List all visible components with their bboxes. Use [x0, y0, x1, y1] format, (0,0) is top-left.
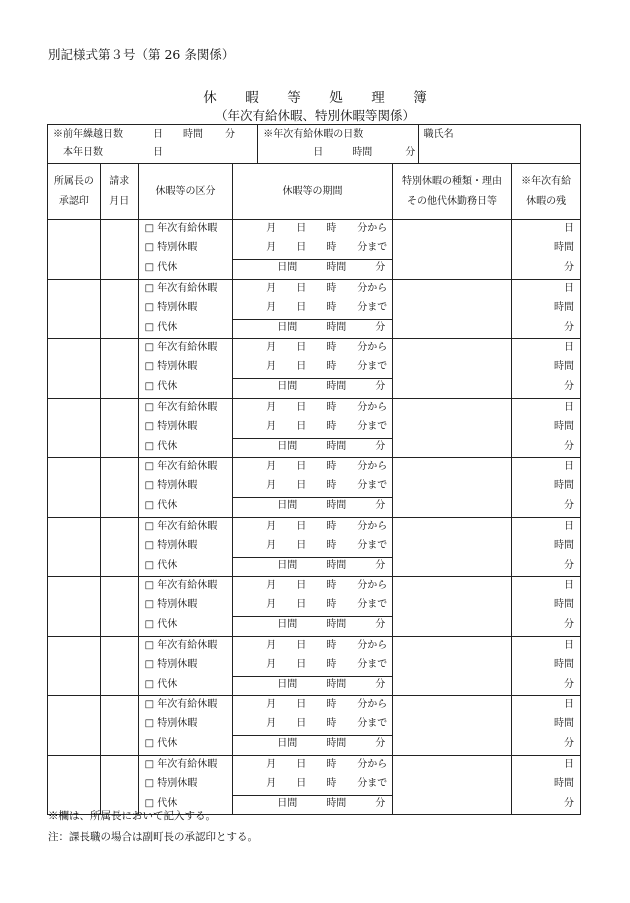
request-date-cell[interactable]: [101, 756, 139, 815]
option-special-leave[interactable]: □ 特別休暇: [144, 539, 198, 551]
period-divider: [233, 557, 391, 558]
from-unit: 分から: [357, 580, 388, 591]
title-char: 等: [287, 90, 301, 106]
special-reason-cell[interactable]: [393, 518, 513, 577]
to-unit: 分まで: [357, 599, 388, 610]
period-cell[interactable]: [233, 696, 392, 755]
minutes-unit: 分: [375, 678, 386, 690]
page-title: [0, 86, 630, 106]
hours-unit: 時間: [326, 381, 347, 392]
remaining-cell[interactable]: [512, 577, 580, 636]
month-unit: 月: [266, 282, 277, 294]
from-unit: 分から: [357, 639, 388, 651]
remaining-day-unit: 日: [564, 282, 574, 294]
category-cell: [139, 220, 234, 279]
category-cell: [139, 399, 234, 458]
col-special-line: その他代休勤務日等: [406, 195, 497, 207]
day-unit: 日: [296, 480, 307, 491]
from-unit: 分から: [357, 520, 388, 532]
paid-leave-days-cell: [258, 125, 418, 163]
month-unit: 月: [266, 461, 277, 472]
request-date-cell[interactable]: [101, 220, 139, 279]
period-cell[interactable]: [233, 577, 392, 636]
special-reason-cell[interactable]: [393, 399, 513, 458]
option-compensatory-leave[interactable]: □ 代休: [144, 321, 178, 333]
approval-seal-cell[interactable]: [48, 220, 101, 279]
hour-unit: 時間: [183, 129, 203, 140]
special-reason-cell[interactable]: [393, 458, 513, 517]
category-cell: [139, 518, 234, 577]
hours-unit: 時間: [326, 321, 347, 333]
to-unit: 分まで: [357, 420, 388, 432]
request-date-cell[interactable]: [101, 458, 139, 517]
remaining-day-unit: 日: [564, 639, 574, 651]
month-unit: 月: [266, 580, 277, 591]
title-char: 暇: [245, 90, 259, 106]
remaining-minute-unit: 分: [564, 678, 574, 690]
table-row: [47, 696, 581, 756]
period-divider: [233, 319, 391, 320]
period-cell[interactable]: [233, 637, 392, 696]
hour-unit: 時: [326, 342, 337, 353]
remaining-day-unit: 日: [564, 223, 574, 234]
period-cell[interactable]: [233, 280, 392, 339]
days-unit: 日間: [277, 678, 298, 690]
approval-seal-cell[interactable]: [48, 577, 101, 636]
from-unit: 分から: [357, 342, 388, 353]
days-unit: 日間: [277, 262, 298, 273]
day-unit: 日: [296, 580, 307, 591]
to-unit: 分まで: [357, 718, 388, 729]
title-char: 処: [329, 90, 343, 106]
remaining-hour-unit: 時間: [554, 658, 574, 670]
option-compensatory-leave[interactable]: □ 代休: [144, 381, 178, 392]
col-category: 休暇等の区分: [139, 164, 234, 219]
category-cell: [139, 577, 234, 636]
title-char: 休: [203, 90, 217, 106]
day-unit: 日: [296, 420, 307, 432]
category-cell: [139, 458, 234, 517]
paid-leave-days-label: ※年次有給休暇の日数: [263, 129, 364, 140]
special-reason-cell[interactable]: [393, 339, 513, 398]
col-remaining-line: 休暇の残: [526, 195, 567, 207]
option-paid-leave[interactable]: □ 年次有給休暇: [144, 401, 218, 413]
day-unit: 日: [296, 223, 307, 234]
approval-seal-cell[interactable]: [48, 756, 101, 815]
day-unit: 日: [296, 282, 307, 294]
remaining-cell[interactable]: [512, 696, 580, 755]
day-unit: 日: [296, 539, 307, 551]
remaining-cell[interactable]: [512, 220, 580, 279]
approval-seal-cell[interactable]: [48, 280, 101, 339]
approval-seal-cell[interactable]: [48, 458, 101, 517]
this-year-label: 本年日数: [63, 147, 103, 158]
hour-unit: 時: [326, 401, 337, 413]
days-unit: 日間: [277, 738, 298, 749]
month-unit: 月: [266, 242, 277, 253]
col-remaining-line: ※年次有給: [521, 175, 572, 187]
hour-unit: 時: [326, 223, 337, 234]
month-unit: 月: [266, 639, 277, 651]
to-unit: 分まで: [357, 301, 388, 313]
hours-unit: 時間: [326, 262, 347, 273]
hour-unit: 時間: [352, 147, 373, 158]
option-paid-leave[interactable]: □ 年次有給休暇: [144, 342, 218, 353]
day-unit: 日: [296, 777, 307, 789]
option-compensatory-leave[interactable]: □ 代休: [144, 262, 178, 273]
request-date-cell[interactable]: [101, 280, 139, 339]
to-unit: 分まで: [357, 242, 388, 253]
remaining-day-unit: 日: [564, 461, 574, 472]
remaining-minute-unit: 分: [564, 440, 574, 452]
request-date-cell[interactable]: [101, 339, 139, 398]
hour-unit: 時: [326, 480, 337, 491]
remaining-cell[interactable]: [512, 399, 580, 458]
title-char: 簿: [413, 90, 427, 106]
month-unit: 月: [266, 420, 277, 432]
remaining-hour-unit: 時間: [554, 361, 574, 372]
hours-unit: 時間: [326, 678, 347, 690]
day-unit: 日: [296, 342, 307, 353]
remaining-day-unit: 日: [564, 580, 574, 591]
special-reason-cell[interactable]: [393, 696, 513, 755]
option-special-leave[interactable]: □ 特別休暇: [144, 658, 198, 670]
col-approval-line: 承認印: [58, 195, 89, 207]
minutes-unit: 分: [375, 797, 386, 809]
remaining-day-unit: 日: [564, 342, 574, 353]
category-cell: [139, 339, 234, 398]
day-unit: 日: [296, 520, 307, 532]
table-row: [47, 280, 581, 340]
minutes-unit: 分: [375, 440, 386, 452]
remaining-minute-unit: 分: [564, 321, 574, 333]
title-char: 理: [371, 90, 385, 106]
month-unit: 月: [266, 401, 277, 413]
minute-unit: 分: [405, 147, 416, 158]
from-unit: 分から: [357, 461, 388, 472]
option-compensatory-leave[interactable]: □ 代休: [144, 500, 178, 511]
hour-unit: 時: [326, 461, 337, 472]
hour-unit: 時: [326, 599, 337, 610]
col-approval-line: 所属長の: [53, 175, 94, 187]
hour-unit: 時: [326, 658, 337, 670]
col-period: 休暇等の期間: [233, 164, 392, 219]
to-unit: 分まで: [357, 777, 388, 789]
special-reason-cell[interactable]: [393, 577, 513, 636]
hour-unit: 時: [326, 282, 337, 294]
month-unit: 月: [266, 520, 277, 532]
table-row: [47, 518, 581, 578]
days-unit: 日間: [277, 559, 298, 571]
to-unit: 分まで: [357, 658, 388, 670]
category-cell: [139, 696, 234, 755]
day-unit: 日: [153, 129, 163, 140]
entry-rows: [47, 220, 581, 815]
option-paid-leave[interactable]: □ 年次有給休暇: [144, 282, 218, 294]
remaining-minute-unit: 分: [564, 559, 574, 571]
period-divider: [233, 259, 391, 260]
option-compensatory-leave[interactable]: □ 代休: [144, 797, 178, 809]
note-line: ※欄は、所属長において記入する。: [48, 810, 216, 822]
month-unit: 月: [266, 599, 277, 610]
col-special: [393, 164, 513, 219]
remaining-hour-unit: 時間: [554, 301, 574, 313]
minutes-unit: 分: [375, 500, 386, 511]
remaining-cell[interactable]: [512, 458, 580, 517]
option-compensatory-leave[interactable]: □ 代休: [144, 440, 178, 452]
carry-over-cell: [48, 125, 258, 163]
leave-ledger-table: [47, 124, 581, 815]
period-cell[interactable]: [233, 458, 392, 517]
option-paid-leave[interactable]: □ 年次有給休暇: [144, 520, 218, 532]
day-unit: 日: [313, 147, 324, 158]
to-unit: 分まで: [357, 480, 388, 491]
table-row: [47, 577, 581, 637]
table-row: [47, 220, 581, 280]
hour-unit: 時: [326, 301, 337, 313]
days-unit: 日間: [277, 500, 298, 511]
option-paid-leave[interactable]: □ 年次有給休暇: [144, 758, 218, 770]
remaining-hour-unit: 時間: [554, 480, 574, 491]
hour-unit: 時: [326, 420, 337, 432]
hour-unit: 時: [326, 777, 337, 789]
hour-unit: 時: [326, 718, 337, 729]
col-special-line: 特別休暇の種類・理由: [401, 175, 502, 187]
remaining-hour-unit: 時間: [554, 718, 574, 729]
period-divider: [233, 676, 391, 677]
remaining-day-unit: 日: [564, 699, 574, 710]
option-special-leave[interactable]: □ 特別休暇: [144, 242, 198, 253]
period-cell[interactable]: [233, 518, 392, 577]
period-divider: [233, 378, 391, 379]
hours-unit: 時間: [326, 559, 347, 571]
table-row: [47, 458, 581, 518]
table-row: [47, 399, 581, 459]
month-unit: 月: [266, 361, 277, 372]
days-unit: 日間: [277, 381, 298, 392]
table-row: [47, 756, 581, 816]
from-unit: 分から: [357, 699, 388, 710]
days-unit: 日間: [277, 321, 298, 333]
option-compensatory-leave[interactable]: □ 代休: [144, 738, 178, 749]
month-unit: 月: [266, 758, 277, 770]
day-unit: 日: [296, 658, 307, 670]
day-unit: 日: [296, 361, 307, 372]
remaining-hour-unit: 時間: [554, 599, 574, 610]
special-reason-cell[interactable]: [393, 280, 513, 339]
remaining-cell[interactable]: [512, 339, 580, 398]
from-unit: 分から: [357, 401, 388, 413]
remaining-hour-unit: 時間: [554, 539, 574, 551]
special-reason-cell[interactable]: [393, 220, 513, 279]
minutes-unit: 分: [375, 738, 386, 749]
hour-unit: 時: [326, 539, 337, 551]
request-date-cell[interactable]: [101, 637, 139, 696]
request-date-cell[interactable]: [101, 696, 139, 755]
special-reason-cell[interactable]: [393, 756, 513, 815]
days-unit: 日間: [277, 619, 298, 630]
hour-unit: 時: [326, 361, 337, 372]
days-unit: 日間: [277, 797, 298, 809]
period-divider: [233, 735, 391, 736]
col-approval: [48, 164, 101, 219]
option-paid-leave[interactable]: □ 年次有給休暇: [144, 580, 218, 591]
remaining-minute-unit: 分: [564, 262, 574, 273]
from-unit: 分から: [357, 223, 388, 234]
option-special-leave[interactable]: □ 特別休暇: [144, 599, 198, 610]
hour-unit: 時: [326, 242, 337, 253]
option-special-leave[interactable]: □ 特別休暇: [144, 420, 198, 432]
day-unit: 日: [296, 301, 307, 313]
hour-unit: 時: [326, 699, 337, 710]
request-date-cell[interactable]: [101, 518, 139, 577]
category-cell: [139, 637, 234, 696]
minutes-unit: 分: [375, 262, 386, 273]
hour-unit: 時: [326, 520, 337, 532]
page-subtitle: （年次有給休暇、特別休暇等関係）: [214, 108, 415, 123]
day-unit: 日: [296, 599, 307, 610]
period-cell[interactable]: [233, 399, 392, 458]
month-unit: 月: [266, 480, 277, 491]
table-row: [47, 339, 581, 399]
category-cell: [139, 280, 234, 339]
col-request-line: 月日: [109, 195, 130, 207]
option-special-leave[interactable]: □ 特別休暇: [144, 301, 198, 313]
remaining-cell[interactable]: [512, 280, 580, 339]
col-request-line: 請求: [109, 175, 130, 187]
month-unit: 月: [266, 699, 277, 710]
option-special-leave[interactable]: □ 特別休暇: [144, 361, 198, 372]
remaining-day-unit: 日: [564, 401, 574, 413]
minutes-unit: 分: [375, 381, 386, 392]
option-paid-leave[interactable]: □ 年次有給休暇: [144, 461, 218, 472]
option-special-leave[interactable]: □ 特別休暇: [144, 718, 198, 729]
to-unit: 分まで: [357, 361, 388, 372]
from-unit: 分から: [357, 758, 388, 770]
approval-seal-cell[interactable]: [48, 518, 101, 577]
month-unit: 月: [266, 539, 277, 551]
special-reason-cell[interactable]: [393, 637, 513, 696]
month-unit: 月: [266, 223, 277, 234]
period-divider: [233, 616, 391, 617]
option-compensatory-leave[interactable]: □ 代休: [144, 559, 178, 571]
hour-unit: 時: [326, 580, 337, 591]
hours-unit: 時間: [326, 797, 347, 809]
remaining-cell[interactable]: [512, 756, 580, 815]
remaining-minute-unit: 分: [564, 381, 574, 392]
option-paid-leave[interactable]: □ 年次有給休暇: [144, 639, 218, 651]
remaining-minute-unit: 分: [564, 797, 574, 809]
day-unit: 日: [296, 718, 307, 729]
minutes-unit: 分: [375, 559, 386, 571]
hours-unit: 時間: [326, 619, 347, 630]
option-compensatory-leave[interactable]: □ 代休: [144, 619, 178, 630]
remaining-minute-unit: 分: [564, 619, 574, 630]
day-unit: 日: [296, 699, 307, 710]
remaining-minute-unit: 分: [564, 500, 574, 511]
column-header-row: [47, 164, 581, 220]
day-unit: 日: [296, 758, 307, 770]
remaining-cell[interactable]: [512, 637, 580, 696]
period-divider: [233, 795, 391, 796]
period-divider: [233, 497, 391, 498]
hours-unit: 時間: [326, 440, 347, 452]
hours-unit: 時間: [326, 738, 347, 749]
approval-seal-cell[interactable]: [48, 637, 101, 696]
period-cell[interactable]: [233, 756, 392, 815]
month-unit: 月: [266, 718, 277, 729]
option-special-leave[interactable]: □ 特別休暇: [144, 777, 198, 789]
hour-unit: 時: [326, 639, 337, 651]
option-special-leave[interactable]: □ 特別休暇: [144, 480, 198, 491]
remaining-cell[interactable]: [512, 518, 580, 577]
day-unit: 日: [153, 147, 163, 158]
approval-seal-cell[interactable]: [48, 399, 101, 458]
name-label: 職氏名: [423, 129, 454, 140]
option-paid-leave[interactable]: □ 年次有給休暇: [144, 223, 218, 234]
remaining-minute-unit: 分: [564, 738, 574, 749]
remaining-hour-unit: 時間: [554, 242, 574, 253]
period-divider: [233, 438, 391, 439]
hour-unit: 時: [326, 758, 337, 770]
from-unit: 分から: [357, 282, 388, 294]
category-cell: [139, 756, 234, 815]
days-unit: 日間: [277, 440, 298, 452]
name-cell: [419, 125, 580, 163]
remaining-day-unit: 日: [564, 520, 574, 532]
month-unit: 月: [266, 777, 277, 789]
day-unit: 日: [296, 401, 307, 413]
to-unit: 分まで: [357, 539, 388, 551]
day-unit: 日: [296, 639, 307, 651]
month-unit: 月: [266, 301, 277, 313]
minutes-unit: 分: [375, 619, 386, 630]
period-cell[interactable]: [233, 220, 392, 279]
table-row: [47, 637, 581, 697]
note-line: 注：課長職の場合は副町長の承認印とする。: [48, 831, 258, 843]
remaining-hour-unit: 時間: [554, 777, 574, 789]
hours-unit: 時間: [326, 500, 347, 511]
option-compensatory-leave[interactable]: □ 代休: [144, 678, 178, 690]
header-summary-row: [47, 124, 581, 164]
col-request: [101, 164, 139, 219]
day-unit: 日: [296, 242, 307, 253]
day-unit: 日: [296, 461, 307, 472]
request-date-cell[interactable]: [101, 399, 139, 458]
month-unit: 月: [266, 658, 277, 670]
remaining-hour-unit: 時間: [554, 420, 574, 432]
period-cell[interactable]: [233, 339, 392, 398]
approval-seal-cell[interactable]: [48, 696, 101, 755]
carry-over-label: ※前年繰越日数: [53, 129, 123, 140]
month-unit: 月: [266, 342, 277, 353]
col-remaining: [512, 164, 580, 219]
minutes-unit: 分: [375, 321, 386, 333]
minute-unit: 分: [225, 129, 235, 140]
remaining-day-unit: 日: [564, 758, 574, 770]
request-date-cell[interactable]: [101, 577, 139, 636]
approval-seal-cell[interactable]: [48, 339, 101, 398]
option-paid-leave[interactable]: □ 年次有給休暇: [144, 699, 218, 710]
form-reference: 別記様式第３号（第 26 条関係）: [48, 47, 235, 62]
